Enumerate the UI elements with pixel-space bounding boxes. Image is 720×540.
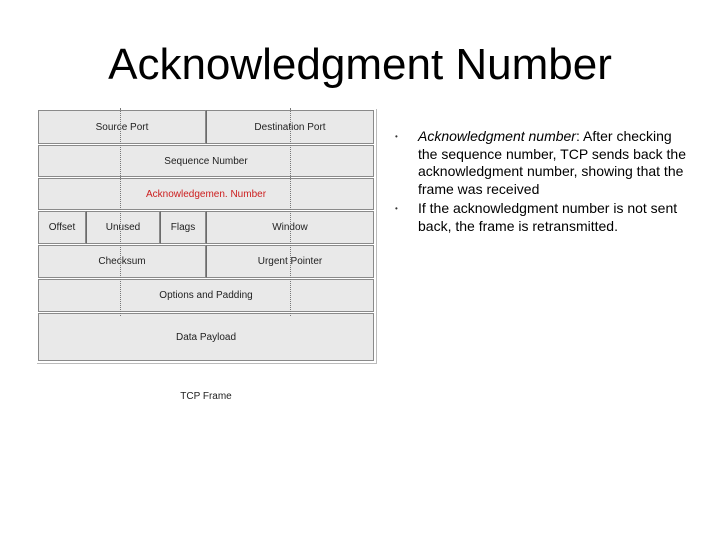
diagram-row-checksum <box>38 245 374 278</box>
field-destination-port: Destination Port <box>206 110 374 144</box>
bullet-lead: Acknowledgment number <box>418 128 576 144</box>
field-unused: Unused <box>86 211 160 244</box>
diagram-row-ack <box>38 178 374 210</box>
field-data-payload: Data Payload <box>38 313 374 361</box>
bullet-text: If the acknowledgment number is not sent back, the frame is retransmitted. <box>418 200 678 234</box>
bullet-list <box>392 128 692 235</box>
bit-boundary-line <box>290 108 291 316</box>
field-checksum: Checksum <box>38 245 206 278</box>
field-window: Window <box>206 211 374 244</box>
field-options-padding: Options and Padding <box>38 279 374 312</box>
field-sequence-number: Sequence Number <box>38 145 374 177</box>
diagram-row-ports <box>38 110 374 144</box>
tcp-frame-diagram <box>36 108 376 363</box>
field-urgent-pointer: Urgent Pointer <box>206 245 374 278</box>
bullet-marker: • <box>395 204 398 213</box>
bullet-item <box>392 128 692 198</box>
field-source-port: Source Port <box>38 110 206 144</box>
diagram-row-sequence <box>38 145 374 177</box>
bullet-item <box>392 200 692 235</box>
diagram-row-offset-window <box>38 211 374 244</box>
slide-title: Acknowledgment Number <box>108 40 612 89</box>
field-flags: Flags <box>160 211 206 244</box>
bullet-text: : After checking the sequence number, TCP sends back the acknowledgment number, showing that the frame was received <box>418 128 686 197</box>
diagram-row-options <box>38 279 374 312</box>
diagram-caption: TCP Frame <box>180 391 232 402</box>
field-offset: Offset <box>38 211 86 244</box>
bit-boundary-line <box>120 108 121 316</box>
bullet-marker: • <box>395 132 398 141</box>
diagram-row-payload <box>38 313 374 361</box>
field-acknowledgment-number: Acknowledgemen. Number <box>38 178 374 210</box>
